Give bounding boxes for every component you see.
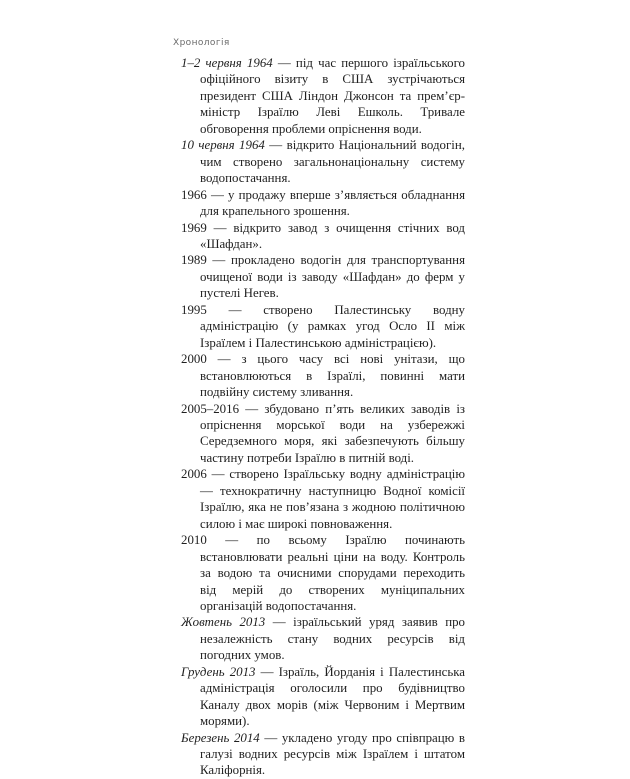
entry-text: під час першого ізраїльського офіційного візиту в США зустрічаються президент США Ліндон Джонсон та прем’єр-міністр Ізраїлю Леві Ешколь. Тривале обговорення проблеми опріснення води. (200, 56, 465, 136)
entry-separator: — (259, 730, 282, 745)
entry-text: з цього часу всі нові унітази, що встановлюються в Ізраїлі, повинні мати подвійну систему зливання. (200, 352, 465, 400)
entry-text: по всьому Ізраїлю починають встановлювати реальні ціни на воду. Контроль за водою та очисними спорудами переходить від мерій до створених муніципальних організацій водопостачання. (200, 533, 465, 613)
entry-separator: — (206, 253, 231, 268)
entry-separator: — (206, 533, 257, 548)
entry-separator: — (239, 401, 265, 416)
chronology-entry (181, 466, 465, 532)
entry-separator: — (265, 615, 294, 630)
entry-separator: — (206, 352, 242, 367)
entry-text: ізраїльський уряд заявив про незалежність стану водних ресурсів від погодних умов. (200, 615, 465, 663)
entry-date: Жовтень 2013 (181, 615, 266, 630)
entry-separator: — (206, 302, 264, 317)
entry-date: 1989 (181, 253, 207, 268)
entry-date: 1995 (181, 302, 207, 317)
chronology-entry (181, 302, 465, 351)
chronology-entry (181, 351, 465, 400)
running-head-title: Хронологія (173, 38, 230, 48)
entry-date: 2000 (181, 352, 207, 367)
chronology-entry (181, 55, 465, 137)
entry-text: створено Ізраїльську водну адміністрацію — технократичну наступницю Водної комісії Ізраїлю, яка не пов’язана з жодною політичною силою і має широкі повноваження. (200, 467, 465, 531)
entry-date: Березень 2014 (181, 730, 260, 745)
entry-text: у продажу вперше з’являється обладнання для крапельного зрошення. (200, 187, 466, 219)
chronology-entry (181, 401, 465, 467)
entry-text: створено Палестинську водну адміністрацію (у рамках угод Осло II між Ізраїлем і Палестинською адміністрацією). (200, 302, 465, 350)
chronology-list (181, 55, 465, 779)
chronology-entry (181, 664, 465, 730)
entry-date: 2005–2016 (181, 401, 240, 416)
chronology-entry (181, 730, 465, 779)
entry-text: укладено угоду про співпрацю в галузі водних ресурсів між Ізраїлем і штатом Каліфорнія. (200, 730, 466, 778)
entry-date: 2010 (181, 533, 207, 548)
entry-text: відкрито Національний водогін, чим створено загальнонаціональну систему водопостачання. (200, 138, 465, 186)
chronology-entry (181, 252, 465, 301)
entry-separator: — (206, 220, 234, 235)
entry-separator: — (255, 664, 279, 679)
entry-date: Грудень 2013 (181, 664, 256, 679)
entry-date: 1–2 червня 1964 (181, 56, 273, 70)
entry-text: збудовано п’ять великих заводів із опріснення морської води на узбережжі Середземного моря, які забезпечують більшу частину потреби Ізраїлю в питній воді. (200, 401, 465, 465)
chronology-entry (181, 137, 465, 186)
entry-separator: — (264, 138, 287, 153)
entry-separator: — (272, 56, 296, 70)
chronology-entry (181, 614, 465, 663)
chronology-entry (181, 187, 465, 220)
entry-date: 1969 (181, 220, 207, 235)
entry-separator: — (206, 187, 229, 202)
chronology-entry (181, 532, 465, 614)
entry-text: Ізраїль, Йорданія і Палестинська адміністрація оголосили про будівництво Каналу двох морів (між Червоним і Мертвим морями). (200, 664, 465, 729)
entry-text: відкрито завод з очищення стічних вод «Шафдан». (200, 220, 465, 251)
entry-text: прокладено водогін для транспортування очищеної води із заводу «Шафдан» до ферм у пустелі Негев. (200, 253, 465, 301)
entry-separator: — (206, 467, 230, 482)
entry-date: 1966 (181, 187, 207, 202)
entry-date: 10 червня 1964 (181, 138, 265, 153)
entry-date: 2006 (181, 467, 207, 482)
chronology-entry (181, 220, 465, 253)
